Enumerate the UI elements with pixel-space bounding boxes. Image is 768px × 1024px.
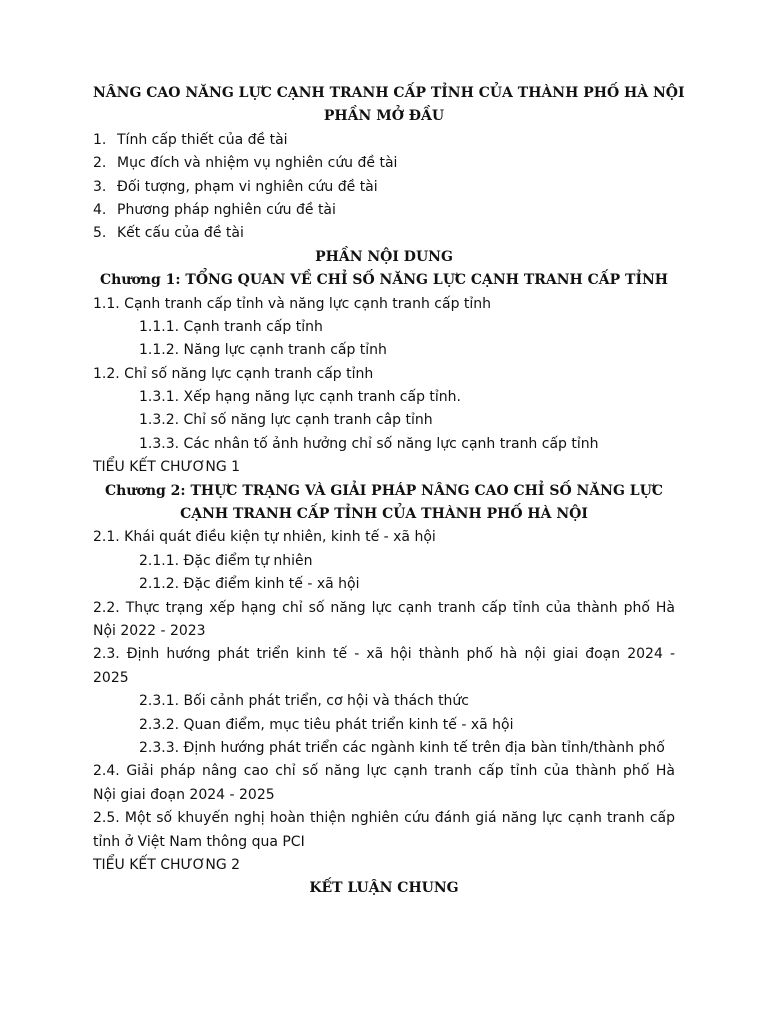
subsection-1-3-3: 1.3.3. Các nhân tố ảnh hưởng chỉ số năng lực cạnh tranh cấp tỉnh xyxy=(139,435,599,452)
document-title: NÂNG CAO NĂNG LỰC CẠNH TRANH CẤP TỈNH CỦA THÀNH PHỐ HÀ NỘI xyxy=(93,85,685,101)
section-2-5-line1: 2.5. Một số khuyến nghị hoàn thiện nghiên cứu đánh giá năng lực cạnh tranh cấp xyxy=(93,810,675,827)
subsection-1-3-2: 1.3.2. Chỉ số năng lực cạnh tranh câp tỉnh xyxy=(139,412,433,429)
intro-item-number: 3. xyxy=(93,178,107,195)
section-2-2-line2: Nội 2022 - 2023 xyxy=(93,622,206,639)
conclusion-heading: KẾT LUẬN CHUNG xyxy=(309,880,459,897)
section-1-2: 1.2. Chỉ số năng lực cạnh tranh cấp tỉnh xyxy=(93,365,374,382)
subsection-2-3-1: 2.3.1. Bối cảnh phát triển, cơ hội và thách thức xyxy=(139,693,470,710)
content-heading: PHẦN NỘI DUNG xyxy=(315,248,453,265)
intro-item-number: 2. xyxy=(93,155,107,172)
intro-item-number: 5. xyxy=(93,225,107,242)
subsection-1-3-1: 1.3.1. Xếp hạng năng lực cạnh tranh cấp tỉnh. xyxy=(139,389,461,406)
subsection-2-1-1: 2.1.1. Đặc điểm tự nhiên xyxy=(139,552,313,569)
section-2-4-line2: Nội giai đoạn 2024 - 2025 xyxy=(93,786,275,803)
section-2-2-line1: 2.2. Thực trạng xếp hạng chỉ số năng lực cạnh tranh cấp tỉnh của thành phố Hà xyxy=(93,599,675,616)
intro-item-text: Mục đích và nhiệm vụ nghiên cứu đề tài xyxy=(117,155,398,172)
subsection-1-1-2: 1.1.2. Năng lực cạnh tranh cấp tỉnh xyxy=(139,342,387,359)
chapter2-summary: TIỂU KẾT CHƯƠNG 2 xyxy=(93,856,241,873)
chapter1-summary: TIỂU KẾT CHƯƠNG 1 xyxy=(93,459,241,476)
section-2-1: 2.1. Khái quát điều kiện tự nhiên, kinh tế - xã hội xyxy=(93,529,436,546)
subsection-2-3-3: 2.3.3. Định hướng phát triển các ngành kinh tế trên địa bàn tỉnh/thành phố xyxy=(139,739,665,756)
intro-item xyxy=(93,222,675,245)
subsection-2-1-2: 2.1.2. Đặc điểm kinh tế - xã hội xyxy=(139,576,360,593)
document-page xyxy=(93,82,685,901)
intro-item-number: 1. xyxy=(93,131,107,148)
section-2-3-line1: 2.3. Định hướng phát triển kinh tế - xã hội thành phố hà nội giai đoạn 2024 - xyxy=(93,646,675,663)
chapter2-title-line2: CẠNH TRANH CẤP TỈNH CỦA THÀNH PHỐ HÀ NỘI xyxy=(180,506,588,523)
intro-item-text: Kết cấu của đề tài xyxy=(117,225,244,242)
intro-item xyxy=(93,176,675,199)
intro-item-text: Đối tượng, phạm vi nghiên cứu đề tài xyxy=(117,178,378,195)
chapter1-title: Chương 1: TỔNG QUAN VỀ CHỈ SỐ NĂNG LỰC CẠNH TRANH CẤP TỈNH xyxy=(99,272,669,289)
intro-item xyxy=(93,129,675,152)
subsection-1-1-1: 1.1.1. Cạnh tranh cấp tỉnh xyxy=(139,318,323,335)
intro-item xyxy=(93,199,675,222)
section-1-1: 1.1. Cạnh tranh cấp tỉnh và năng lực cạnh tranh cấp tỉnh xyxy=(93,295,492,312)
subsection-2-3-2: 2.3.2. Quan điểm, mục tiêu phát triển kinh tế - xã hội xyxy=(139,716,514,733)
intro-item xyxy=(93,152,675,175)
intro-item-text: Phương pháp nghiên cứu đề tài xyxy=(117,201,336,218)
section-2-4-line1: 2.4. Giải pháp nâng cao chỉ số năng lực cạnh tranh cấp tỉnh của thành phố Hà xyxy=(93,763,675,780)
section-2-3-line2: 2025 xyxy=(93,669,129,686)
intro-heading: PHẦN MỞ ĐẦU xyxy=(323,108,445,125)
intro-item-text: Tính cấp thiết của đề tài xyxy=(117,131,288,148)
section-2-5-line2: tỉnh ở Việt Nam thông qua PCI xyxy=(93,833,305,850)
intro-item-number: 4. xyxy=(93,201,107,218)
chapter2-title-line1: Chương 2: THỰC TRẠNG VÀ GIẢI PHÁP NÂNG CAO CHỈ SỐ NĂNG LỰC xyxy=(104,482,663,499)
